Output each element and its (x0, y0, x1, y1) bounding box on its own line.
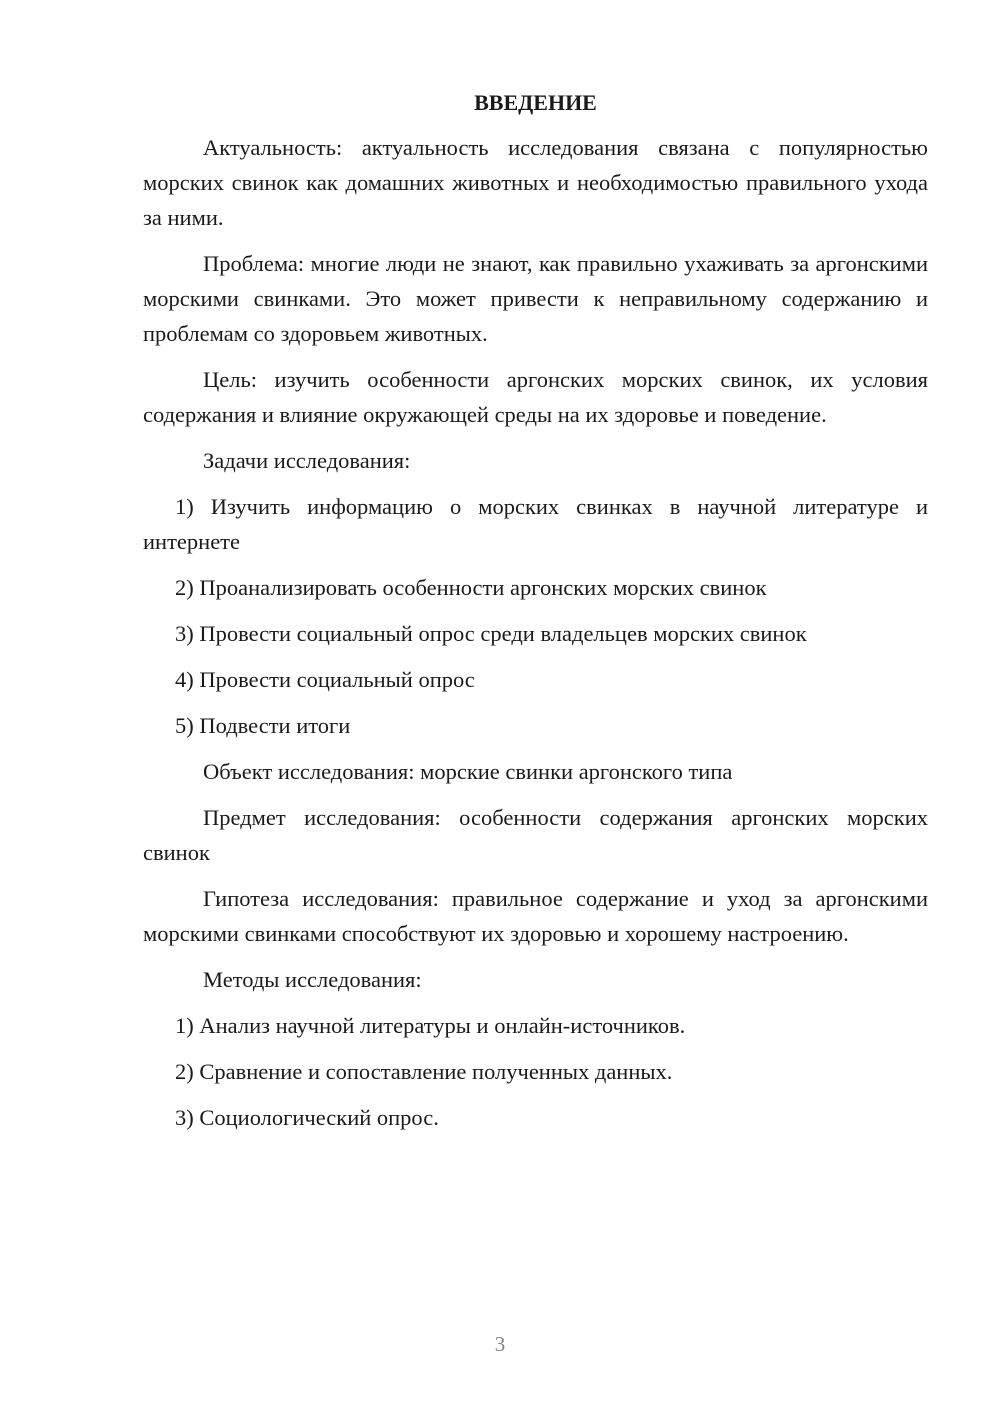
method-item-1: 1) Анализ научной литературы и онлайн-источников. (175, 1013, 686, 1038)
subject-paragraph: Предмет исследования: особенности содержания аргонских морских свинок (143, 805, 928, 865)
object-paragraph: Объект исследования: морские свинки аргонского типа (203, 759, 733, 784)
problem-paragraph: Проблема: многие люди не знают, как правильно ухаживать за аргонскими морскими свинками. Это может привести к неправильному содержанию и проблемам со здоровьем животных. (143, 251, 928, 346)
hypothesis-paragraph: Гипотеза исследования: правильное содержание и уход за аргонскими морскими свинками способствуют их здоровью и хорошему настроению. (143, 886, 928, 946)
method-item-2: 2) Сравнение и сопоставление полученных данных. (175, 1059, 673, 1084)
task-item-3: 3) Провести социальный опрос среди владельцев морских свинок (175, 621, 807, 646)
page-content (143, 88, 928, 1146)
methods-heading: Методы исследования: (203, 967, 422, 992)
task-item-4: 4) Провести социальный опрос (175, 667, 475, 692)
section-title: ВВЕДЕНИЕ (474, 90, 597, 115)
page-number: 3 (494, 1332, 506, 1356)
task-item-2: 2) Проанализировать особенности аргонских морских свинок (175, 575, 767, 600)
task-item-1: 1) Изучить информацию о морских свинках в научной литературе и интернете (143, 494, 928, 554)
tasks-heading: Задачи исследования: (203, 448, 411, 473)
goal-paragraph: Цель: изучить особенности аргонских морских свинок, их условия содержания и влияние окружающей среды на их здоровье и поведение. (143, 367, 928, 427)
method-item-3: 3) Социологический опрос. (175, 1105, 439, 1130)
task-item-5: 5) Подвести итоги (175, 713, 351, 738)
relevance-paragraph: Актуальность: актуальность исследования связана с популярностью морских свинок как домашних животных и необходимостью правильного ухода за ними. (143, 135, 928, 230)
